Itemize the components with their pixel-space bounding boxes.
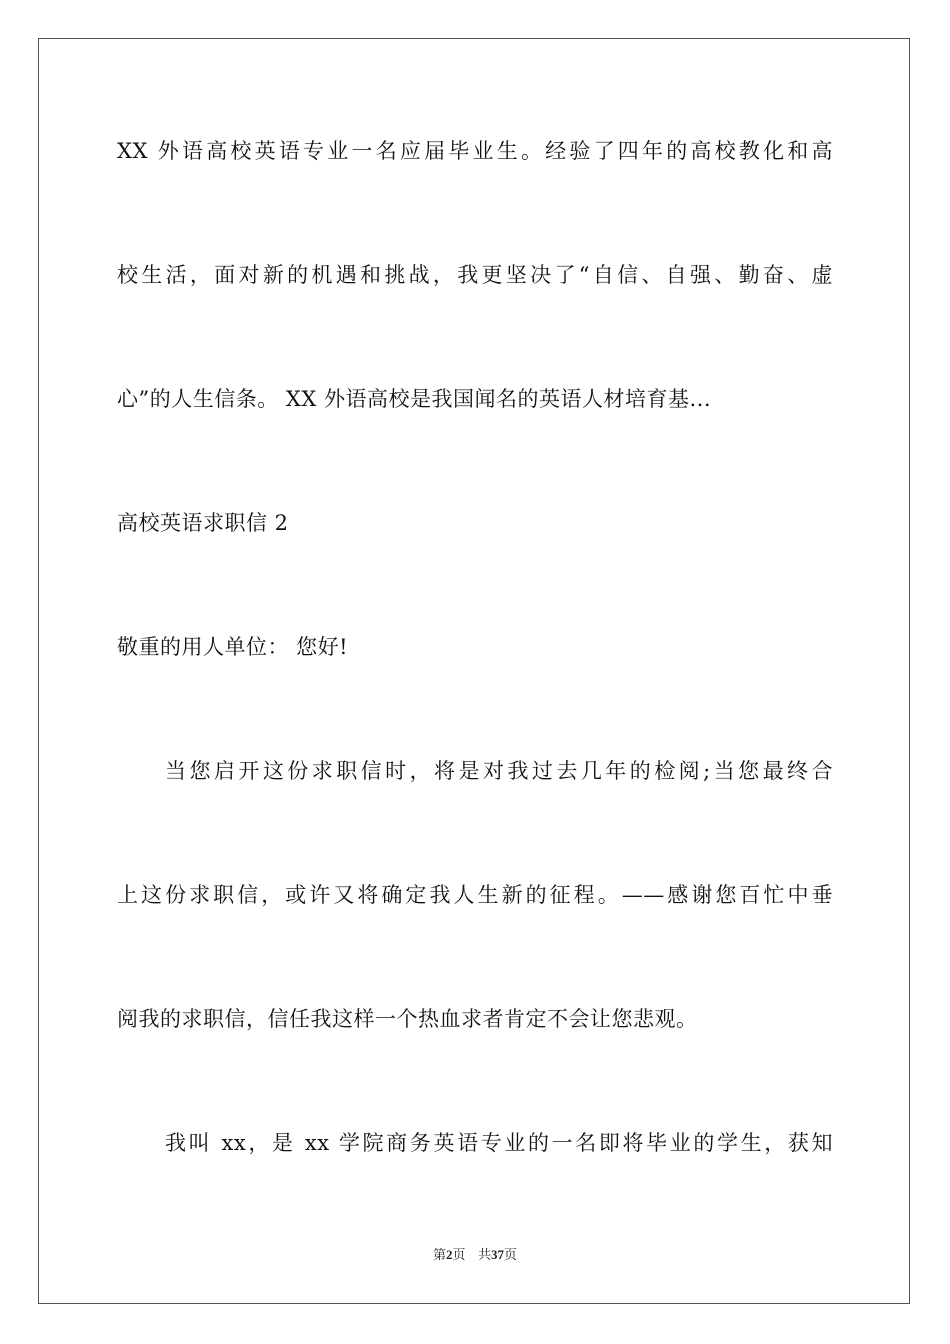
text-line-3: 心”的人生信条。 XX 外语高校是我国闻名的英语人材培育基... <box>117 387 712 411</box>
text-line-9: 我叫 xx，是 xx 学院商务英语专业的一名即将毕业的学生，获知 <box>165 1131 833 1155</box>
text-line-7: 上这份求职信，或许又将确定我人生新的征程。——感谢您百忙中垂 <box>117 883 833 907</box>
page-border <box>38 38 910 1304</box>
page-footer <box>0 1246 950 1265</box>
text-line-2: 校生活，面对新的机遇和挑战，我更坚决了“自信、自强、勤奋、虚 <box>117 263 833 287</box>
footer-total-prefix: 共 <box>477 1248 491 1263</box>
footer-page-number: 2 <box>446 1247 453 1262</box>
footer-page-prefix: 第 <box>433 1248 447 1263</box>
footer-page-suffix: 页 <box>452 1248 466 1263</box>
text-line-1: XX 外语高校英语专业一名应届毕业生。经验了四年的高校教化和高 <box>117 139 833 163</box>
salutation: 敬重的用人单位： 您好! <box>117 635 349 659</box>
text-line-6: 当您启开这份求职信时，将是对我过去几年的检阅;当您最终合 <box>165 759 833 783</box>
footer-total-suffix: 页 <box>503 1248 517 1263</box>
footer-total-pages: 37 <box>490 1247 504 1262</box>
section-heading: 高校英语求职信 2 <box>117 511 289 535</box>
text-line-8: 阅我的求职信，信任我这样一个热血求者肯定不会让您悲观。 <box>117 1007 698 1031</box>
